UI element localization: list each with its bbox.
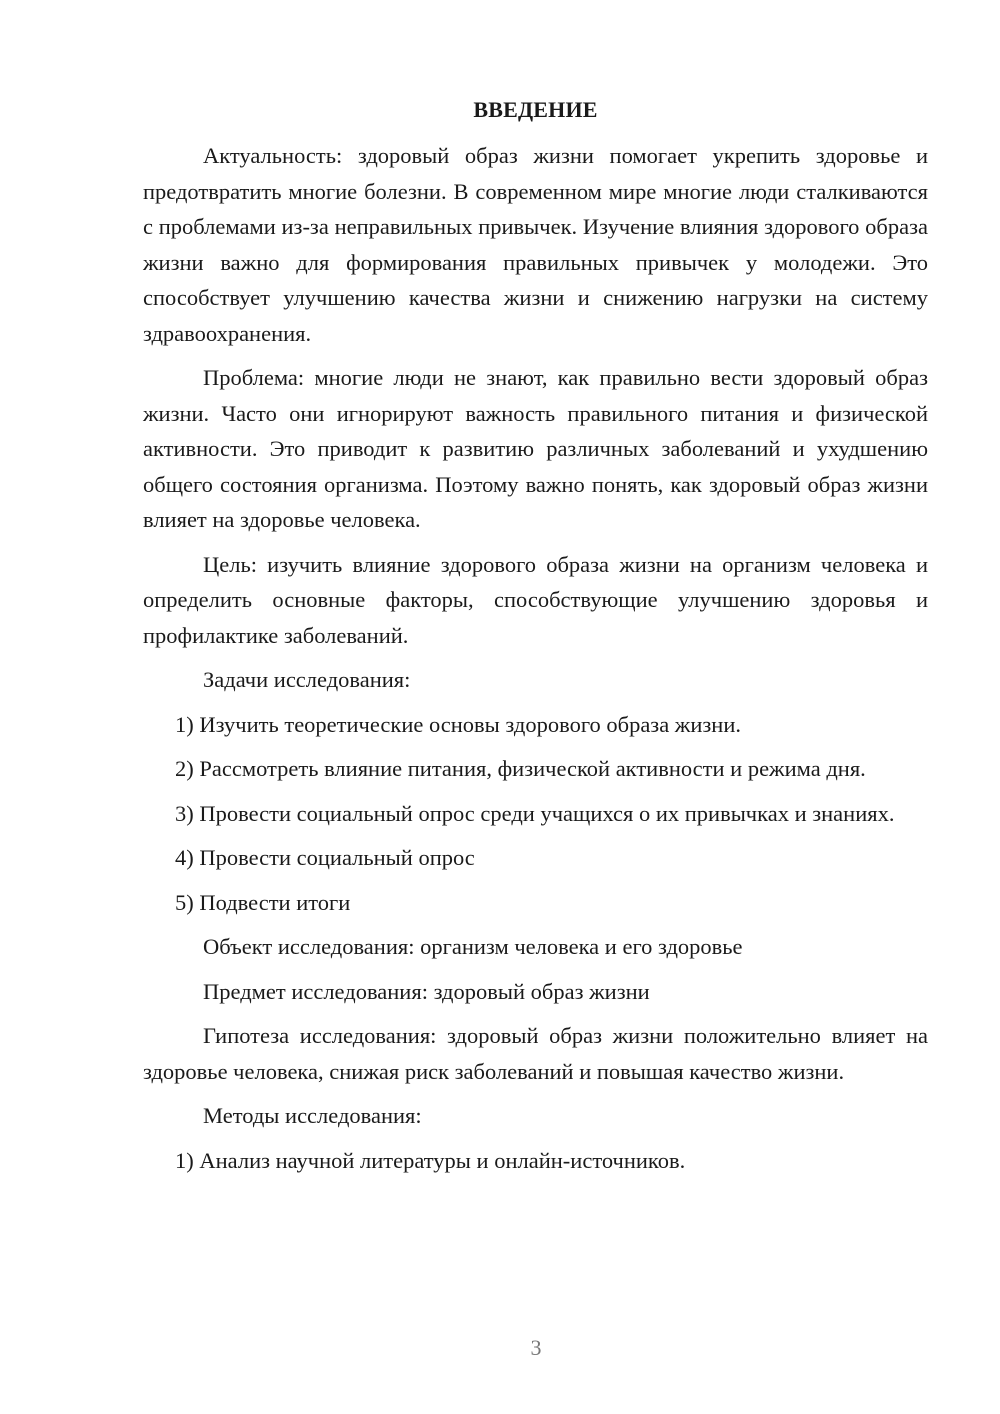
paragraph-problem: Проблема: многие люди не знают, как правильно вести здоровый образ жизни. Часто они игнорируют важность правильного питания и физической активности. Это приводит к развитию различных заболеваний и ухудшению общего состояния организма. Поэтому важно понять, как здоровый образ жизни влияет на здоровье человека. bbox=[143, 365, 928, 532]
document-body bbox=[143, 92, 928, 1178]
paragraph-subject: Предмет исследования: здоровый образ жизни bbox=[203, 978, 650, 1004]
paragraph-goal: Цель: изучить влияние здорового образа жизни на организм человека и определить основные факторы, способствующие улучшению здоровья и профилактике заболеваний. bbox=[143, 551, 928, 648]
methods-heading: Методы исследования: bbox=[203, 1103, 422, 1128]
task-item: 2) Рассмотреть влияние питания, физической активности и режима дня. bbox=[175, 756, 866, 781]
section-title: ВВЕДЕНИЕ bbox=[473, 97, 598, 122]
task-item: 1) Изучить теоретические основы здорового образа жизни. bbox=[175, 711, 741, 737]
paragraph-object: Объект исследования: организм человека и его здоровье bbox=[203, 934, 743, 959]
page-number: 3 bbox=[530, 1335, 542, 1360]
tasks-heading: Задачи исследования: bbox=[203, 667, 411, 692]
task-item: 3) Провести социальный опрос среди учащихся о их привычках и знаниях. bbox=[175, 800, 895, 826]
task-item: 4) Провести социальный опрос bbox=[175, 845, 475, 870]
paragraph-relevance: Актуальность: здоровый образ жизни помогает укрепить здоровье и предотвратить многие болезни. В современном мире многие люди сталкиваются с проблемами из-за неправильных привычек. Изучение влияния здорового образа жизни важно для формирования правильных привычек у молодежи. Это способствует улучшению качества жизни и снижению нагрузки на систему здравоохранения. bbox=[143, 143, 928, 346]
paragraph-hypothesis: Гипотеза исследования: здоровый образ жизни положительно влияет на здоровье человека, снижая риск заболеваний и повышая качество жизни. bbox=[143, 1023, 928, 1084]
task-item: 5) Подвести итоги bbox=[175, 889, 351, 915]
method-item: 1) Анализ научной литературы и онлайн-источников. bbox=[175, 1147, 686, 1173]
